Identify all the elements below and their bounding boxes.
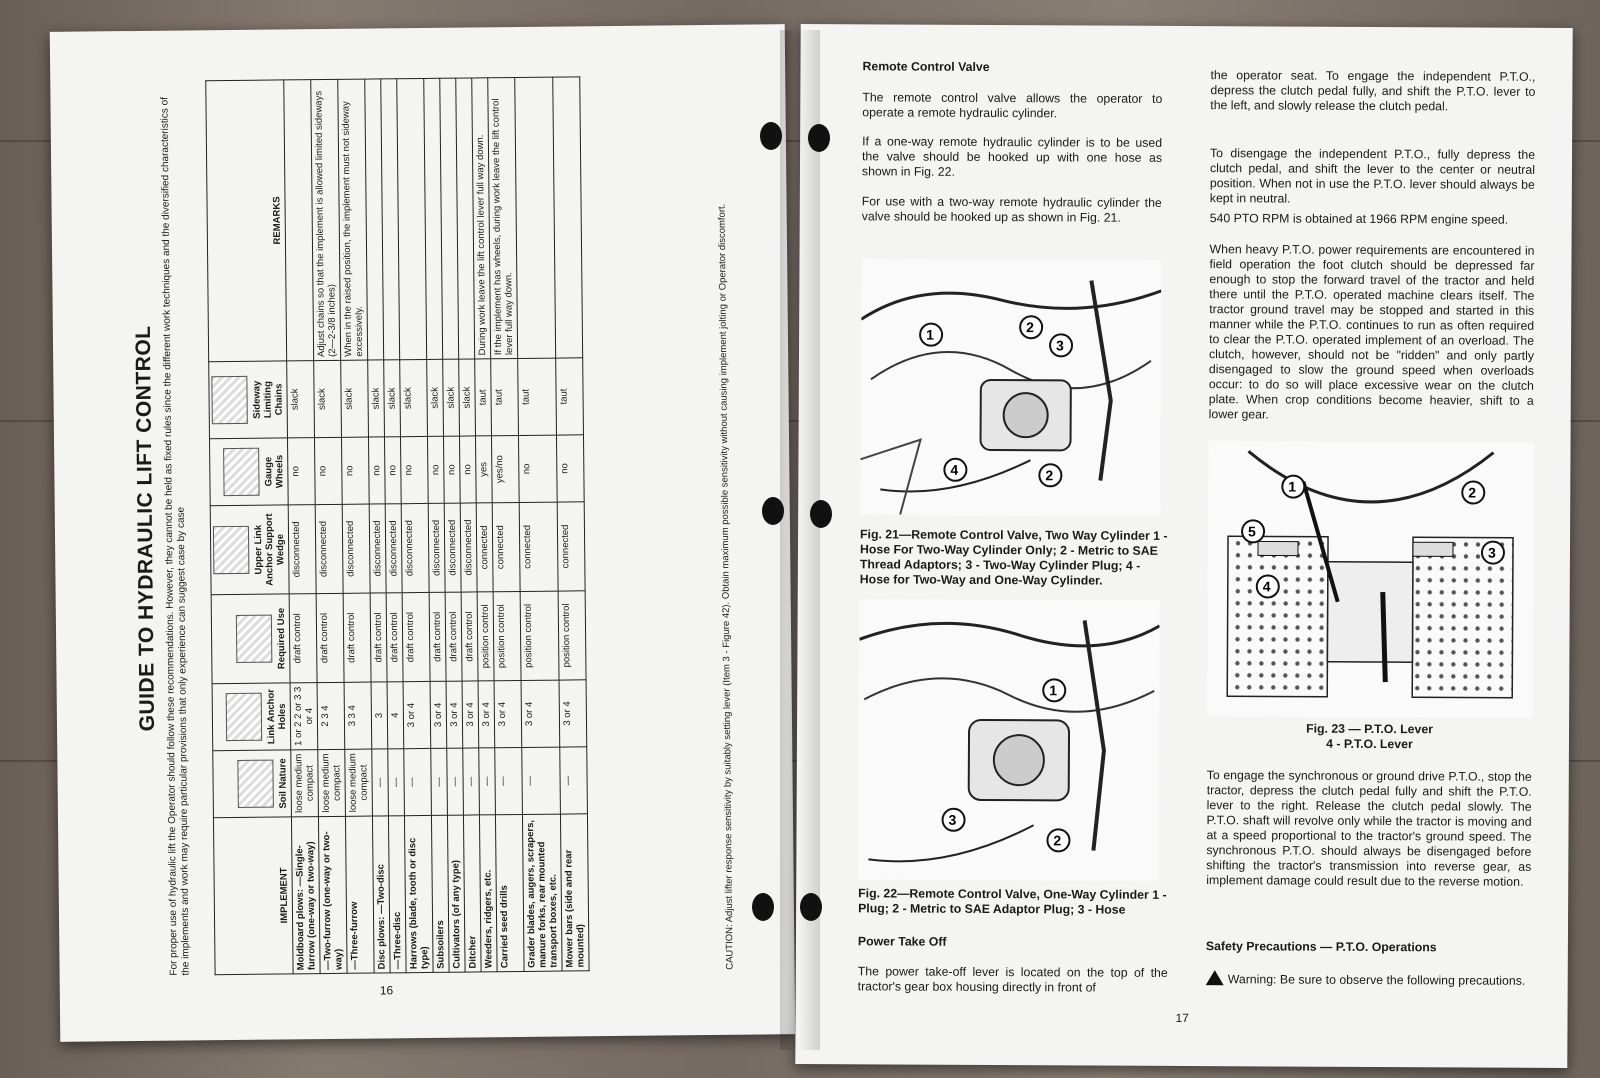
- binder-hole: [808, 124, 830, 152]
- cell-remarks: [397, 78, 427, 359]
- fig21-callout-4: 4: [950, 461, 959, 478]
- cell-link: 1 or 2 2 or 3 3 or 4: [290, 683, 318, 750]
- cell-gauge: no: [443, 436, 460, 503]
- fig21-callout-2: 2: [1026, 319, 1034, 336]
- cell-gauge: no: [459, 436, 476, 503]
- fig21-caption: Fig. 21—Remote Control Valve, Two Way Cylinder 1 - Hose For Two-Way Cylinder Only; 2 - Metric to SAE Thread Adaptors; 3 - Two-Way Cylinder Plug; 4 - Hose for Two-Way and One-Way Cylinder.: [859, 527, 1168, 588]
- page-number-left: 16: [379, 983, 394, 998]
- fig23-callout-5: 5: [1248, 523, 1256, 540]
- fig22-callout-2: 2: [1053, 832, 1062, 849]
- cell-upper: connected: [519, 502, 558, 591]
- cell-use: draft control: [445, 592, 462, 681]
- soil-icon: [237, 760, 274, 808]
- cell-link: 4: [387, 682, 404, 749]
- col-gauge: Gauge Wheels: [210, 438, 289, 506]
- cell-soil: loose medium compact: [291, 750, 319, 817]
- guide-intro: For proper use of hydraulic lift the Operator should follow these recommendations. However, they cannot be held as fixed rules since the different work techniques and the diversified characteristics of the implements and work may require particular provisions that only experience can suggest case by case: [159, 96, 192, 976]
- chains-icon: [211, 376, 248, 424]
- cell-chains: taut: [518, 358, 557, 435]
- cell-chains: slack: [384, 360, 401, 437]
- cell-chains: slack: [427, 359, 444, 436]
- cell-chains: slack: [368, 360, 385, 437]
- cell-remarks: [284, 80, 314, 361]
- binder-hole: [760, 122, 782, 150]
- cell-link: 3 3 4: [344, 682, 372, 749]
- guide-title: GUIDE TO HYDRAULIC LIFT CONTROL: [131, 325, 160, 732]
- cell-soil: loose medium compact: [318, 749, 346, 816]
- col-link: Link Anchor Holes: [212, 683, 291, 751]
- figure-22: [858, 599, 1159, 881]
- cell-link: 3 or 4: [494, 680, 522, 747]
- cell-gauge: no: [368, 437, 385, 504]
- col-use: Required Use: [211, 594, 290, 684]
- cell-link: 3 or 4: [403, 681, 431, 748]
- fig22-callout-3: 3: [948, 811, 957, 828]
- left-page: [50, 24, 796, 1042]
- cell-upper: disconnected: [428, 503, 445, 592]
- cell-upper: connected: [492, 502, 520, 591]
- cell-link: 3 or 4: [462, 681, 479, 748]
- cell-soil: —: [388, 749, 405, 816]
- cell-link: 3 or 4: [521, 680, 560, 747]
- cell-implement: —Three-furrow: [345, 816, 374, 973]
- cell-link: 3 or 4: [446, 681, 463, 748]
- cell-gauge: yes: [475, 436, 492, 503]
- fig23-callout-2: 2: [1468, 484, 1477, 501]
- cell-remarks: If the implement has wheels, during work leave the lift control lever full way down.: [488, 78, 518, 359]
- col-chains: Sideway Limiting Chains: [209, 361, 288, 439]
- para-col2-5: To engage the synchronous or ground drive P.T.O., stop the tractor, depress the clutch pedal fully and shift the P.T.O. lever to the right. Release the clutch pedal slowly. The P.T.O. shaft will revolve only while the tractor is moving and at a speed proportional to the tractor's ground speed. The synchronous P.T.O. should always be disengaged before shifting the tractor's transmission into reverse gear, as implement damage could result due to the reverse motion.: [1206, 768, 1532, 889]
- heading-safety: Safety Precautions — P.T.O. Operations: [1205, 939, 1437, 955]
- cell-upper: disconnected: [385, 504, 402, 593]
- cell-soil: —: [560, 747, 588, 814]
- upper-link-icon: [213, 526, 250, 574]
- cell-use: draft control: [429, 592, 446, 681]
- fig21-callout-3: 3: [1056, 337, 1064, 354]
- cell-chains: taut: [491, 358, 519, 435]
- cell-link: 3 or 4: [478, 681, 495, 748]
- table-header-row: [206, 80, 293, 975]
- cell-chains: slack: [459, 359, 476, 436]
- cell-gauge: no: [400, 436, 428, 503]
- cell-remarks: When in the raised position, the implement must not sideway excessively.: [338, 79, 368, 360]
- cell-soil: —: [495, 747, 523, 814]
- cell-use: position control: [558, 591, 586, 680]
- cell-soil: —: [404, 748, 432, 815]
- cell-implement: Carried seed drills: [495, 814, 524, 971]
- binder-hole: [810, 500, 832, 528]
- fig23-callout-4: 4: [1262, 578, 1271, 595]
- fig23-callout-1: 1: [1288, 478, 1297, 495]
- cell-soil: loose medium compact: [345, 749, 373, 816]
- cell-remarks: Adjust chains so that the implement is allowed limited sideways (2—2-3/8 inches): [311, 79, 341, 360]
- cell-soil: —: [447, 748, 464, 815]
- para-remote-1: The remote control valve allows the operator to operate a remote hydraulic cylinder.: [862, 90, 1163, 121]
- cell-upper: disconnected: [369, 504, 386, 593]
- cell-implement: Cultivators (of any type): [447, 815, 465, 972]
- col-soil: Soil Nature: [213, 750, 292, 818]
- cell-use: draft control: [370, 593, 387, 682]
- col-upper: Upper Link Anchor Support Wedge: [210, 505, 289, 595]
- col-remarks: REMARKS: [206, 80, 287, 362]
- cell-gauge: no: [518, 435, 557, 502]
- cell-upper: disconnected: [401, 503, 429, 592]
- cell-upper: disconnected: [342, 504, 370, 593]
- cell-implement: Weeders, ridgers, etc.: [479, 815, 497, 972]
- cell-upper: connected: [557, 502, 585, 591]
- figure-21: [860, 259, 1161, 516]
- cell-link: 3 or 4: [430, 681, 447, 748]
- col-implement: IMPLEMENT: [213, 817, 293, 975]
- cell-upper: disconnected: [288, 505, 316, 594]
- cell-use: draft control: [461, 592, 478, 681]
- cell-chains: slack: [341, 360, 369, 437]
- cell-soil: —: [431, 748, 448, 815]
- cell-upper: disconnected: [315, 504, 343, 593]
- binder-hole: [762, 497, 784, 525]
- cell-soil: —: [372, 749, 389, 816]
- cell-implement: Disc plows: —Two-disc: [372, 816, 390, 973]
- hydraulic-guide: [125, 64, 765, 986]
- cell-gauge: no: [384, 437, 401, 504]
- cell-upper: connected: [476, 503, 493, 592]
- para-pto-1: The power take-off lever is located on the top of the tractor's gear box housing directly in front of: [857, 964, 1168, 995]
- gauge-wheel-icon: [223, 448, 260, 496]
- fig21-drawing: [860, 259, 1161, 516]
- cell-implement: Ditcher: [463, 815, 481, 972]
- cell-link: 3 or 4: [559, 680, 587, 747]
- heading-remote-control: Remote Control Valve: [862, 59, 990, 74]
- para-col2-4: When heavy P.T.O. power requirements are encountered in field operation the foot clutch should be depressed far enough to stop the forward travel of the tractor and held there until the P.T.O. operated machine clears itself. The tractor ground travel may be stopped and started in this manner while the P.T.O. continues to run as often required to clear the P.T.O. operated implement of an overload. The clutch, however, should not be "ridden" and only partly disengaged to slow the ground speed when overloads occur: to do so will place excessive wear on the clutch plate. When crop conditions become heavier, shift to a lower gear.: [1208, 242, 1535, 422]
- cell-use: position control: [477, 592, 494, 681]
- cell-chains: slack: [443, 359, 460, 436]
- warning-icon: [1206, 970, 1224, 985]
- cell-use: draft control: [316, 593, 344, 682]
- binder-hole: [800, 893, 822, 921]
- cell-use: draft control: [289, 594, 317, 683]
- fig23-drawing: [1207, 441, 1533, 718]
- cell-gauge: no: [287, 438, 315, 505]
- cell-use: draft control: [386, 593, 403, 682]
- cell-link: 3: [371, 682, 388, 749]
- para-col2-2: To disengage the independent P.T.O., fully depress the clutch pedal, and shift the lever to the center or neutral position. When not in use the P.T.O. lever should always be kept in neutral.: [1209, 146, 1536, 206]
- cell-implement: Harrows (blade, tooth or disc type): [404, 815, 433, 972]
- fig22-caption: Fig. 22—Remote Control Valve, One-Way Cylinder 1 - Plug; 2 - Metric to SAE Adaptor Plug; 3 - Hose: [858, 886, 1167, 917]
- cell-implement: Subsoilers: [431, 815, 449, 972]
- cell-use: position control: [493, 591, 521, 680]
- fig21-callout-2b: 2: [1045, 467, 1054, 484]
- cell-implement: —Two-furrow (one-way or two-way): [318, 816, 347, 973]
- cell-chains: taut: [475, 359, 492, 436]
- figure-23: [1207, 441, 1533, 718]
- cell-chains: slack: [400, 359, 428, 436]
- cell-implement: Grader blades, augers, scrapers, manure forks, rear mounted transport boxes, etc.: [522, 814, 562, 971]
- cell-upper: disconnected: [444, 503, 461, 592]
- page-number-right: 17: [1175, 1010, 1189, 1026]
- para-remote-3: For use with a two-way remote hydraulic cylinder the valve should be hooked up as shown in Fig. 21.: [861, 194, 1162, 225]
- cell-gauge: yes/no: [491, 435, 519, 502]
- heading-pto: Power Take Off: [857, 934, 947, 949]
- cell-remarks: [553, 77, 583, 358]
- cell-use: draft control: [343, 593, 371, 682]
- para-col2-1: the operator seat. To engage the independent P.T.O., depress the clutch pedal fully, and shift the P.T.O. lever to the left, and slowly release the clutch pedal.: [1210, 68, 1536, 114]
- caution-note: CAUTION: Adjust lifter response sensitivity by suitably setting lever (Item 3 - Figure 42). Obtain maximum possible sensitivity without causing implement jolting or Operator discomfort.: [716, 203, 736, 970]
- cell-use: position control: [520, 591, 559, 680]
- cell-gauge: no: [556, 435, 584, 502]
- fig23-caption: Fig. 23 — P.T.O. Lever 4 - P.T.O. Lever: [1306, 721, 1434, 752]
- para-col2-3: 540 PTO RPM is obtained at 1966 RPM engine speed.: [1209, 211, 1509, 227]
- fig22-drawing: [858, 599, 1159, 881]
- cell-soil: —: [479, 748, 496, 815]
- cell-chains: slack: [314, 360, 342, 437]
- fig22-callout-1: 1: [1049, 682, 1058, 699]
- cell-gauge: no: [341, 437, 369, 504]
- cell-chains: slack: [287, 361, 315, 438]
- cell-remarks: [515, 77, 556, 358]
- cell-implement: Moldboard plows: —Single-furrow (one-way or two-way): [291, 817, 320, 974]
- warning-note: Warning: Be sure to observe the following precautions.: [1206, 970, 1531, 989]
- cell-soil: —: [463, 748, 480, 815]
- cell-gauge: no: [427, 436, 444, 503]
- cell-use: draft control: [402, 592, 430, 681]
- lever-icon: [236, 615, 273, 663]
- cell-remarks: During work leave the lift control lever full way down.: [472, 78, 491, 359]
- right-page: [795, 24, 1572, 1068]
- cell-chains: taut: [556, 358, 584, 435]
- cell-upper: disconnected: [460, 503, 477, 592]
- cell-implement: Mower bars (side and rear mounted): [560, 814, 589, 971]
- cell-implement: —Three-disc: [388, 816, 406, 973]
- guide-table: [205, 76, 589, 975]
- para-remote-2: If a one-way remote hydraulic cylinder is to be used the valve should be hooked up with one hose as shown in Fig. 22.: [861, 134, 1163, 179]
- fig23-callout-3: 3: [1487, 544, 1496, 561]
- fig21-callout-1: 1: [926, 326, 934, 343]
- binder-hole: [752, 893, 774, 921]
- cell-soil: —: [522, 747, 561, 814]
- cell-gauge: no: [314, 437, 342, 504]
- link-holes-icon: [226, 693, 263, 741]
- cell-link: 2 3 4: [317, 682, 345, 749]
